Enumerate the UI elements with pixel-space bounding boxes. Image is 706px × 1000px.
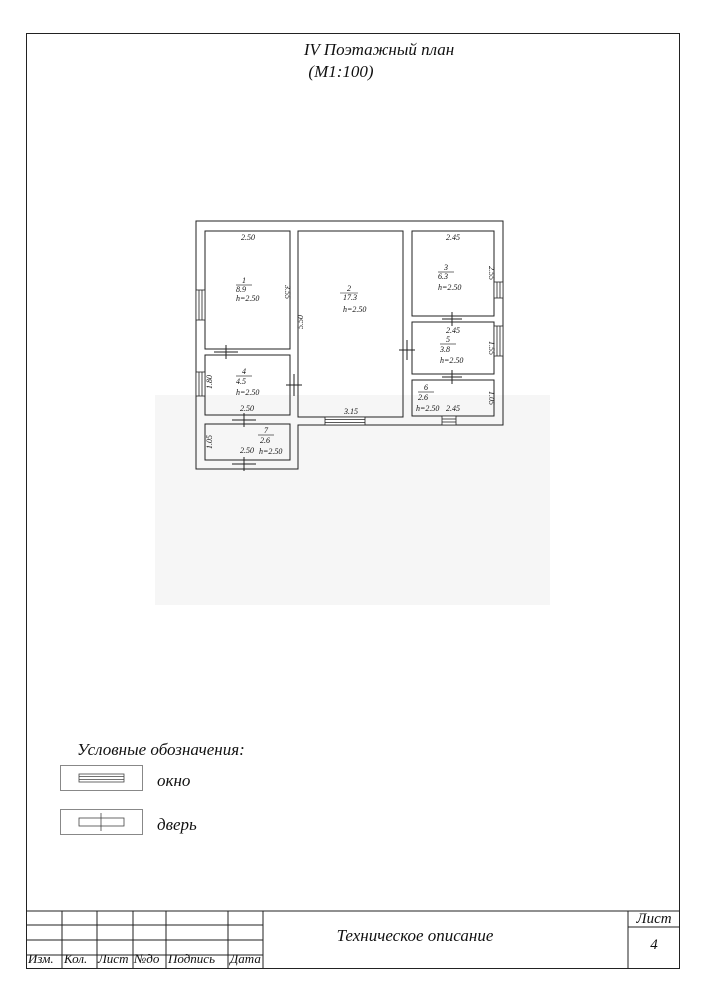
room-1-height: h=2.50 [236,294,260,303]
room-1-area: 8.9 [236,285,246,294]
stamp-sheet-number: 4 [650,937,658,953]
stamp-col-list: Лист [98,951,129,966]
room-7-length-dim: 1.05 [205,435,214,449]
room-4-number: 4 [242,367,246,376]
plan-title: IV Поэтажный план [303,40,455,59]
stamp-col-signature: Подпись [168,951,215,966]
room-6-width-dim: 2.45 [446,404,460,413]
room-3-area: 6.3 [438,272,448,281]
room-3-length-dim: 2.55 [487,266,496,280]
room-7-width-dim: 2.50 [240,446,254,455]
room-6-number: 6 [424,383,428,392]
room-6-height: h=2.50 [416,404,440,413]
room-5-number: 5 [446,335,450,344]
room-1-number: 1 [242,276,246,285]
room-4-length-dim: 1.80 [205,375,214,389]
room-3-width-dim: 2.45 [446,233,460,242]
room-4-width-dim: 2.50 [240,404,254,413]
room-5-length-dim: 1.55 [487,341,496,355]
stamp-document-title: Техническое описание [336,926,494,945]
legend-window-label: окно [157,771,191,790]
room-2-area: 17.3 [343,293,357,302]
legend-door-label: дверь [157,815,197,834]
room-2-length-dim: 5.50 [296,315,305,329]
room-5-width-dim: 2.45 [446,326,460,335]
room-7-number: 7 [264,426,268,435]
plan-scale: (М1:100) [308,62,374,81]
stamp-col-izm: Изм. [28,951,54,966]
room-3-height: h=2.50 [438,283,462,292]
room-4-area: 4.5 [236,377,246,386]
room-6-area: 2.6 [418,393,428,402]
room-1-length-dim: 3.55 [283,285,292,299]
room-1-width-dim: 2.50 [241,233,255,242]
room-7-area: 2.6 [260,436,270,445]
stamp-col-doc: №до [134,951,160,966]
room-4-height: h=2.50 [236,388,260,397]
room-5-area: 3.8 [440,345,450,354]
stamp-col-date: Дата [230,951,261,966]
room-2-number: 2 [347,284,351,293]
legend-title: Условные обозначения: [77,740,245,759]
room-2-height: h=2.50 [343,305,367,314]
stamp-col-kol: Кол. [64,951,88,966]
room-6-length-dim: 1.05 [487,391,496,405]
stamp-sheet-label: Лист [636,911,672,927]
room-3-number: 3 [444,263,448,272]
room-2-width-dim: 3.15 [344,407,358,416]
room-5-height: h=2.50 [440,356,464,365]
room-7-height: h=2.50 [259,447,283,456]
